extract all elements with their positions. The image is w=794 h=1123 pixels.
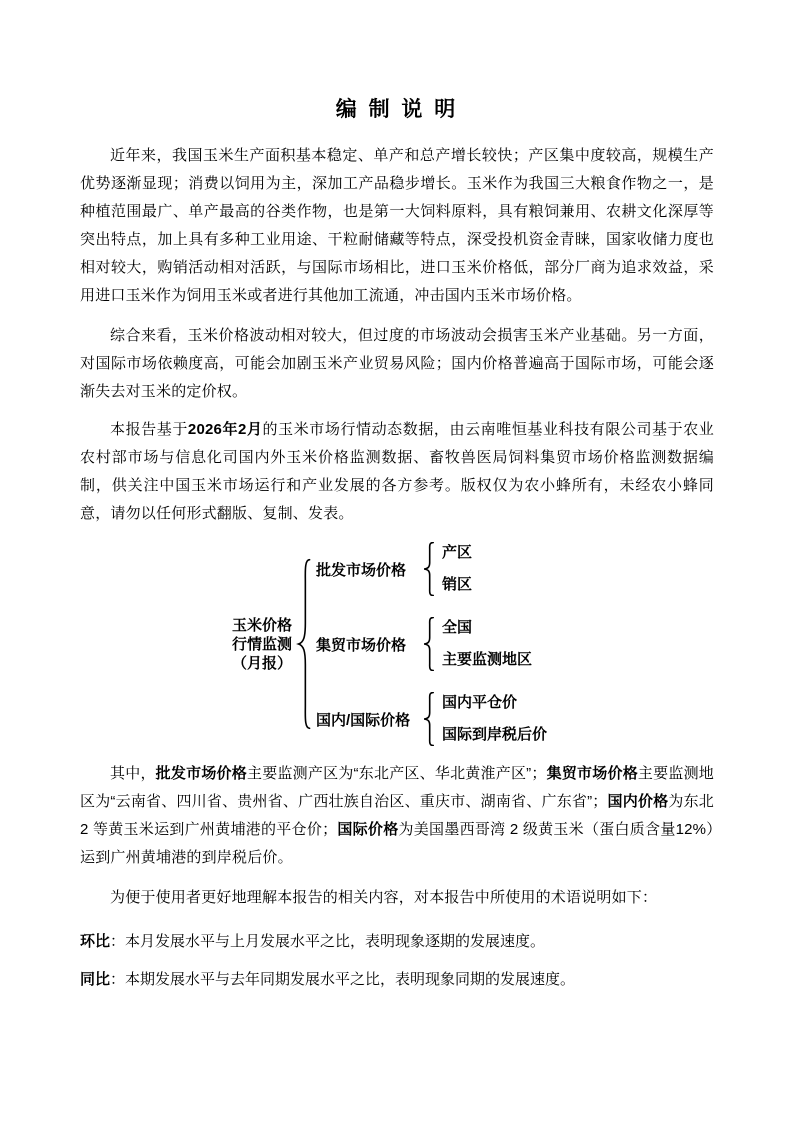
paragraph-summary-text: 综合来看，玉米价格波动相对较大，但过度的市场波动会损害玉米产业基础。另一方面，对国际市场依赖度高，可能会加剧玉米产业贸易风险；国内价格普遍高于国际市场，可能会逐渐失去对玉米的定价权。	[80, 327, 714, 400]
report-period: 2026年2月	[187, 421, 263, 438]
tree-branches	[316, 542, 547, 746]
branch-wholesale-children	[442, 543, 472, 595]
paragraph-definitions-t3: 为东北 2 等黄玉米运到广州黄埔港的平仓价；	[80, 793, 714, 838]
tree-root-line3: （月报）	[232, 654, 293, 672]
price-monitoring-tree-diagram	[232, 542, 714, 746]
term-yoy-label: 同比	[80, 971, 111, 988]
paragraph-definitions	[80, 760, 714, 872]
left-brace-icon	[296, 558, 313, 730]
paragraph-glossary-intro	[80, 884, 714, 912]
child-monitored-regions: 主要监测地区	[442, 651, 533, 668]
child-producing-area: 产区	[442, 544, 473, 561]
branch-domestic-international-label: 国内/国际价格	[316, 711, 411, 729]
term-international-price: 国际价格	[337, 821, 399, 838]
branch-wholesale	[316, 542, 547, 596]
term-row-mom	[80, 928, 714, 956]
left-brace-icon	[422, 617, 436, 671]
paragraph-source	[80, 416, 714, 528]
left-brace-icon	[422, 692, 436, 746]
paragraph-summary	[80, 322, 714, 406]
paragraph-intro	[80, 142, 714, 310]
paragraph-source-post: 的玉米市场行情动态数据，由云南唯恒基业科技有限公司基于农业农村部市场与信息化司国内外玉米价格监测数据、畜牧兽医局饲料集贸市场价格监测数据编制，供关注中国玉米市场运行和产业发展的各方参考。版权仅为农小蜂所有，未经农小蜂同意，请勿以任何形式翻版、复制、发表。	[80, 421, 714, 522]
term-row-yoy	[80, 966, 714, 994]
term-domestic-price: 国内价格	[607, 793, 669, 810]
branch-fair-trade-children	[442, 618, 532, 670]
paragraph-glossary-intro-text: 为便于使用者更好地理解本报告的相关内容，对本报告中所使用的术语说明如下：	[110, 889, 658, 906]
term-mom-label: 环比	[80, 933, 111, 950]
child-international-cif: 国际到岸税后价	[442, 726, 548, 743]
paragraph-source-pre: 本报告基于	[110, 421, 188, 438]
term-yoy-definition: ：本期发展水平与去年同期发展水平之比，表明现象同期的发展速度。	[110, 971, 576, 988]
branch-wholesale-label: 批发市场价格	[316, 561, 407, 579]
term-mom-definition: ：本月发展水平与上月发展水平之比，表明现象逐期的发展速度。	[110, 933, 546, 950]
child-selling-area: 销区	[442, 576, 473, 593]
term-fair-trade-price: 集贸市场价格	[546, 765, 638, 782]
branch-domestic-international	[316, 692, 547, 746]
child-national: 全国	[442, 619, 473, 636]
term-wholesale-price: 批发市场价格	[155, 765, 247, 782]
paragraph-definitions-t1: 主要监测产区为“东北产区、华北黄淮产区”；	[247, 765, 547, 782]
tree-root-label	[232, 616, 292, 673]
paragraph-intro-text: 近年来，我国玉米生产面积基本稳定、单产和总产增长较快；产区集中度较高，规模生产优势逐渐显现；消费以饲用为主，深加工产品稳步增长。玉米作为我国三大粮食作物之一，是种植范围最广、单产最高的谷类作物，也是第一大饲料原料，具有粮饲兼用、农耕文化深厚等突出特点，加上具有多种工业用途、干粒耐储藏等特点，深受投机资金青睐，国家收储力度也相对较大，购销活动相对活跃，与国际市场相比，进口玉米价格低，部分厂商为追求效益，采用进口玉米作为饲用玉米或者进行其他加工流通，冲击国内玉米市场价格。	[80, 147, 714, 304]
tree-root-line1: 玉米价格	[232, 616, 293, 634]
paragraph-definitions-t2: 主要监测地区为“云南省、四川省、贵州省、广西壮族自治区、重庆市、湖南省、广东省”；	[80, 765, 715, 810]
child-domestic-fob: 国内平仓价	[442, 694, 518, 711]
page-title: 编 制 说 明	[335, 98, 459, 121]
paragraph-definitions-t4: 为美国墨西哥湾 2 级黄玉米（蛋白质含量12%）运到广州黄埔港的到岸税后价。	[80, 821, 714, 866]
branch-fair-trade-label: 集贸市场价格	[316, 636, 407, 654]
left-brace-icon	[422, 542, 436, 596]
paragraph-definitions-pre: 其中，	[110, 765, 156, 782]
branch-domestic-international-children	[442, 693, 547, 745]
branch-fair-trade	[316, 617, 547, 671]
tree-root-line2: 行情监测	[232, 635, 293, 653]
